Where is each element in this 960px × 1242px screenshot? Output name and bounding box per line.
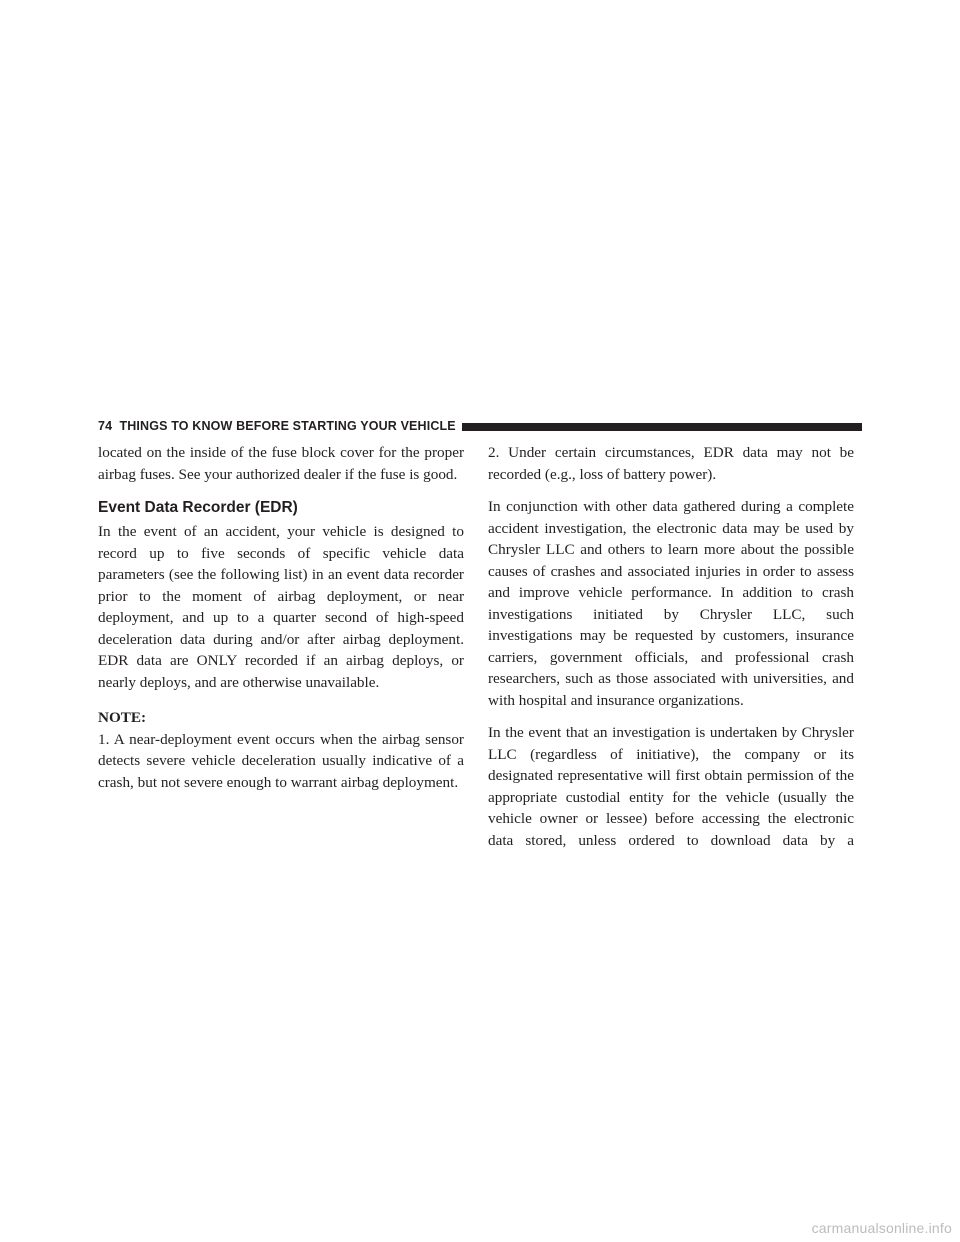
left-column [98, 442, 464, 804]
permission-paragraph: In the event that an investigation is undertaken by Chrysler LLC (regardless of initiative), the company or its designated representative will first obtain permission of the appropriate custodial entity for the vehicle (usually the vehicle owner or lessee) before accessing the electronic data stored, unless ordered to download data by a [488, 724, 854, 849]
continued-paragraph: located on the inside of the fuse block cover for the proper airbag fuses. See your authorized dealer if the fuse is good. [98, 444, 464, 483]
edr-paragraph: In the event of an accident, your vehicle is designed to record up to five seconds of specific vehicle data parameters (see the following list) in an event data recorder prior to the moment of airbag deployment, or near deployment, and up to a quarter second of high-speed deceleration data during and/or after airbag deployment. EDR data are ONLY recorded if an airbag deploys, or nearly deploys, and are otherwise unavailable. [98, 523, 464, 691]
header-rule [462, 423, 862, 431]
right-column [488, 442, 854, 862]
header-text [98, 419, 456, 433]
note-label: NOTE: [98, 709, 147, 726]
investigation-paragraph: In conjunction with other data gathered during a complete accident investigation, the electronic data may be used by Chrysler LLC and others to learn more about the possible causes of crashes and associated injuries in order to assess and improve vehicle performance. In addition to crash investigations initiated by Chrysler LLC, such investigations may be requested by customers, insurance carriers, government officials, and professional crash researchers, such as those associated with universities, and with hospital and insurance organizations. [488, 498, 854, 709]
section-heading: Event Data Recorder (EDR) [98, 499, 298, 516]
page-header [98, 416, 862, 436]
section-title: THINGS TO KNOW BEFORE STARTING YOUR VEHICLE [119, 419, 456, 433]
note-item-2: 2. Under certain circumstances, EDR data may not be recorded (e.g., loss of battery power). [488, 444, 854, 483]
note-item-1: 1. A near-deployment event occurs when the airbag sensor detects severe vehicle deceleration usually indicative of a crash, but not severe enough to warrant airbag deployment. [98, 730, 464, 791]
page-number: 74 [98, 419, 113, 433]
watermark: carmanualsonline.info [811, 1220, 952, 1236]
